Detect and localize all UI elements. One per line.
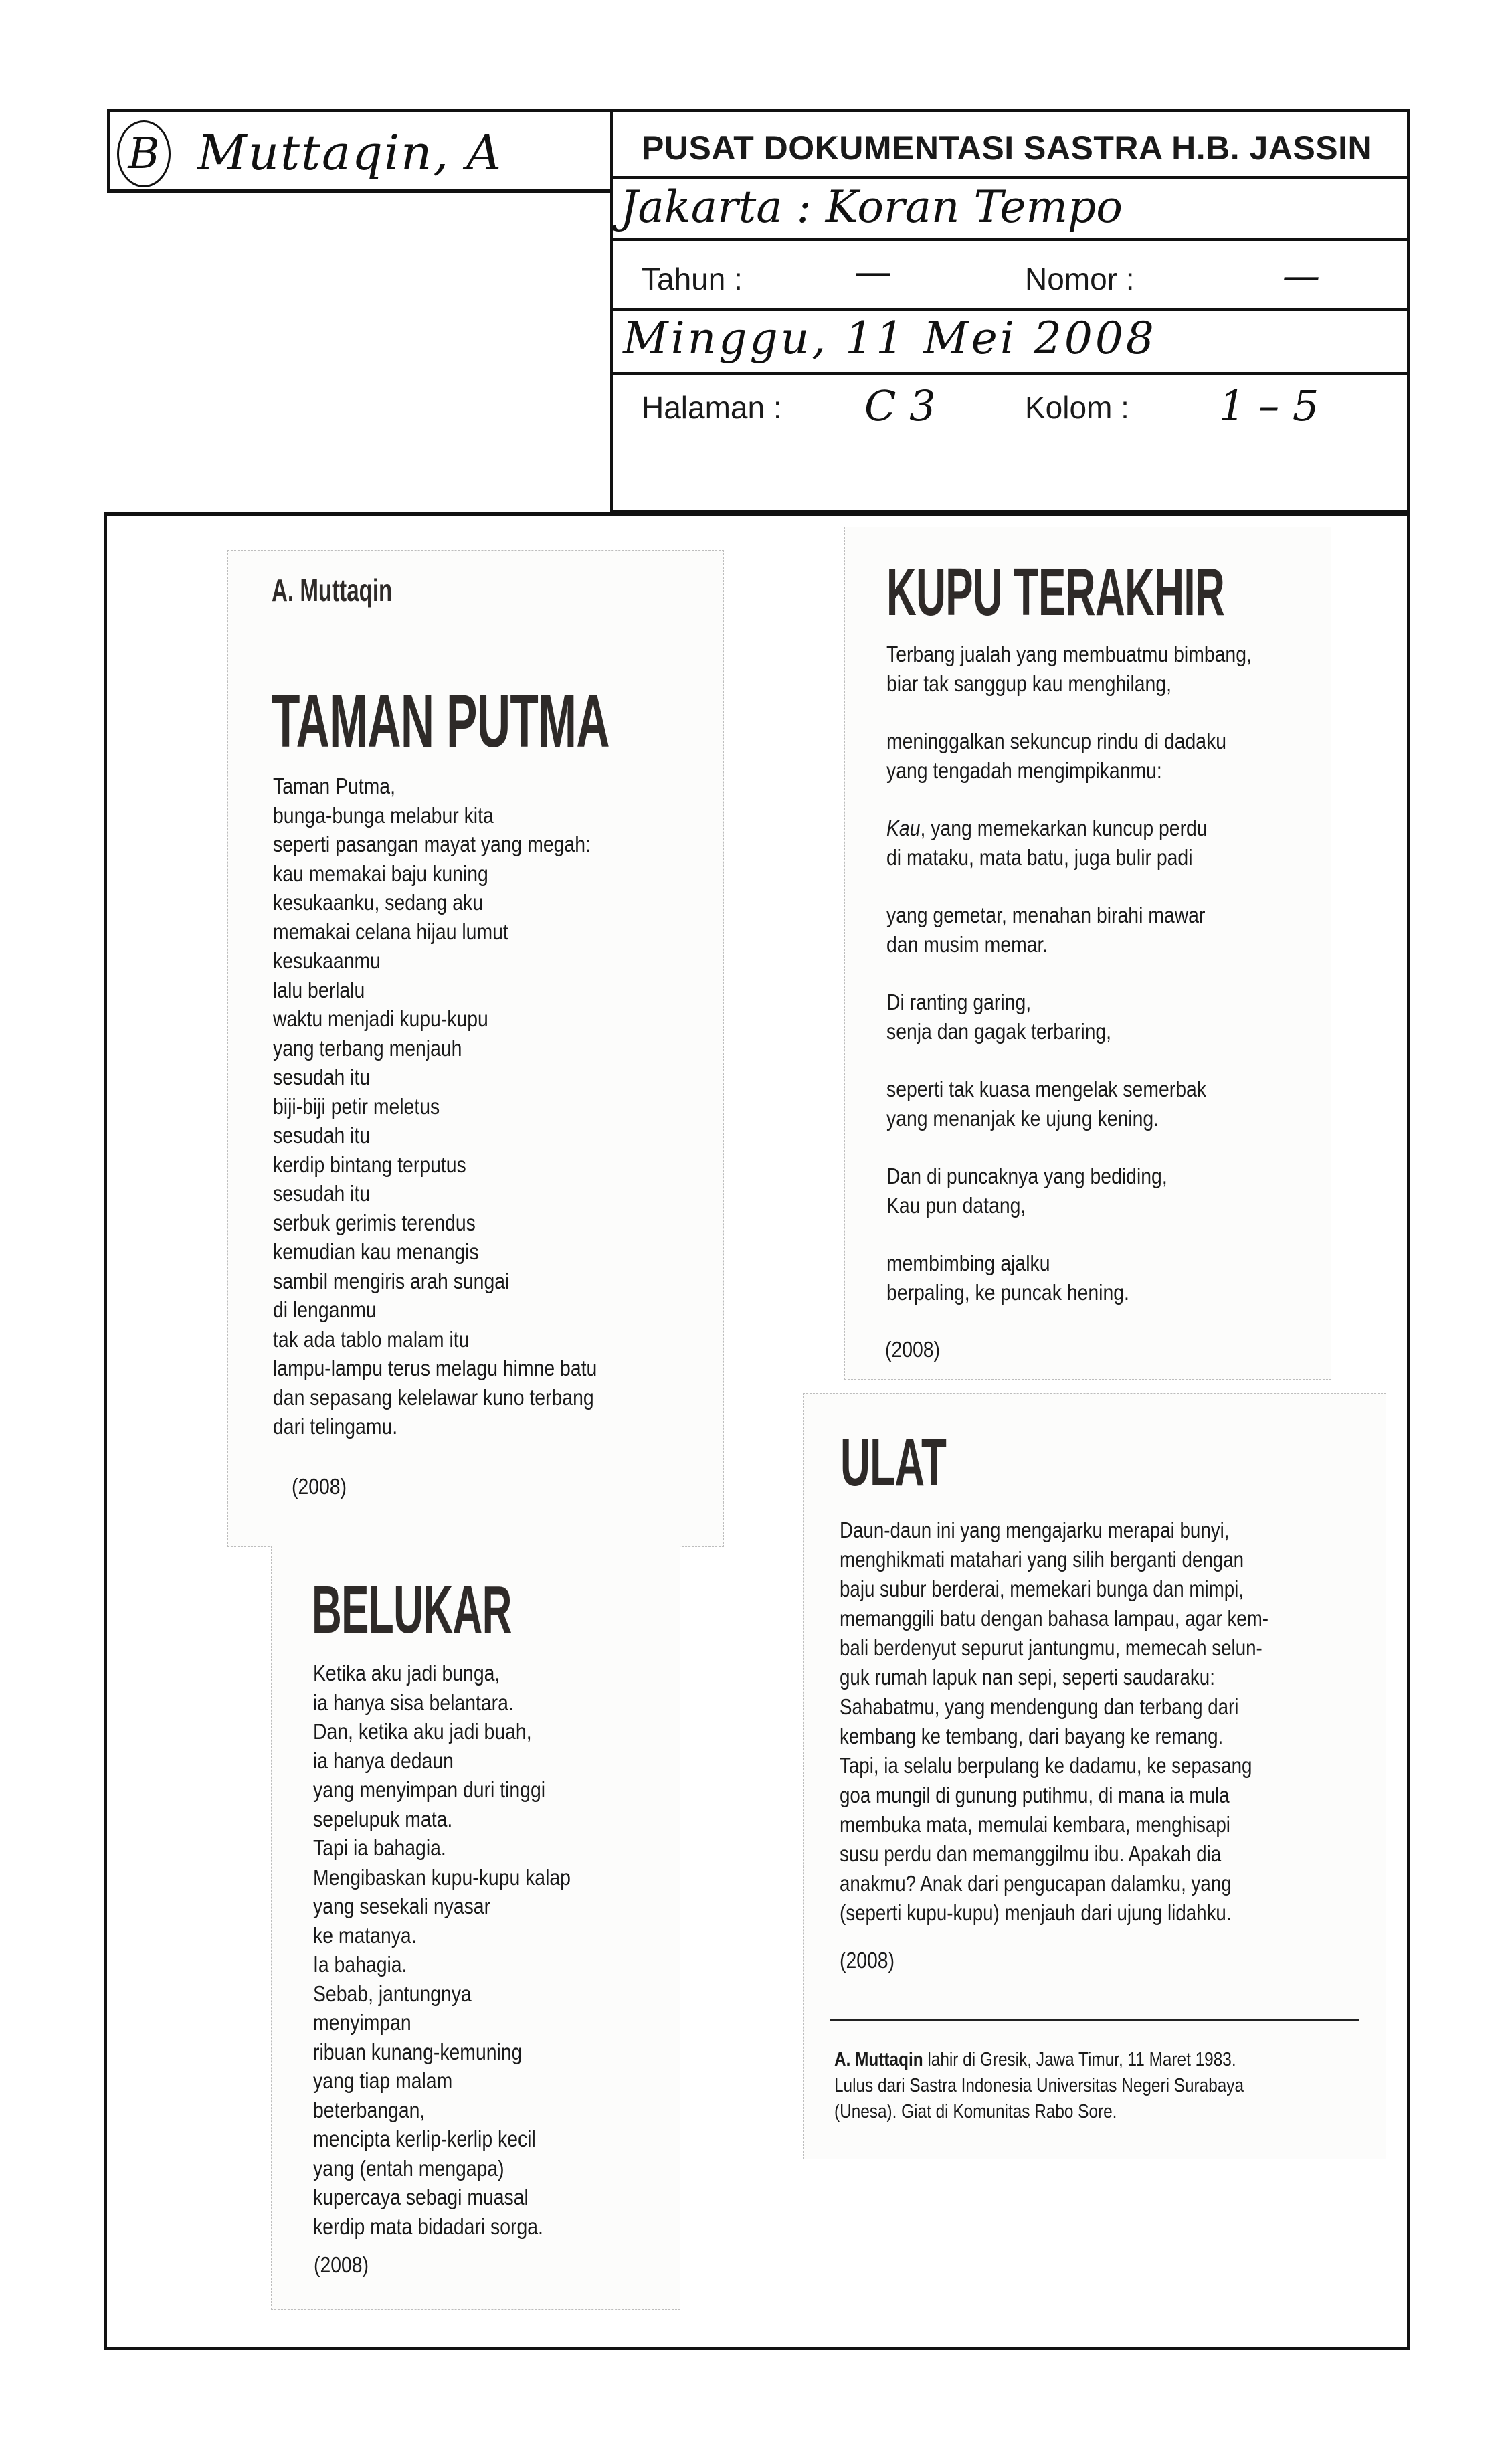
poem-line: kupercaya sebagi muasal — [313, 2185, 529, 2209]
poem-line: dari telingamu. — [273, 1414, 398, 1439]
poem-line: Mengibaskan kupu-kupu kalap — [313, 1864, 571, 1890]
institution-name: PUSAT DOKUMENTASI SASTRA H.B. JASSIN — [642, 129, 1373, 167]
poem-body — [273, 771, 650, 1441]
poem-line: senja dan gagak terbaring, — [886, 1018, 1112, 1044]
poem-year: (2008) — [885, 1337, 941, 1362]
nomor-value: — — [1283, 254, 1320, 298]
poem-line: goa mungil di gunung putihmu, di mana ia mula — [840, 1783, 1230, 1807]
poem-body — [840, 1516, 1350, 1928]
poem-line: mencipta kerlip-kerlip kecil — [313, 2126, 536, 2151]
poem-line: tak ada tablo malam itu — [273, 1326, 470, 1352]
poem-title: TAMAN PUTMA — [272, 679, 609, 763]
poem-line: bunga-bunga melabur kita — [273, 802, 494, 828]
poem-line-italic: Kau — [886, 816, 921, 840]
poem-line: Sebab, jantungnya — [313, 1981, 472, 2006]
poem-line: yang gemetar, menahan birahi mawar — [886, 903, 1206, 927]
source-row — [613, 179, 1407, 241]
kolom-label: Kolom : — [1025, 390, 1129, 425]
poem-line: yang sesekali nyasar — [313, 1894, 491, 1918]
bio-name: A. Muttaqin — [834, 2049, 923, 2070]
poem-line: seperti pasangan mayat yang megah: — [273, 832, 591, 856]
poem-line: sesudah itu — [273, 1181, 371, 1206]
poem-line — [886, 814, 1252, 843]
poem-line: kerdip bintang terputus — [273, 1152, 466, 1177]
poem-line: di lenganmu — [273, 1297, 377, 1322]
poem-body — [886, 640, 1311, 1307]
stanza-gap — [886, 872, 1252, 901]
poem-line: sepelupuk mata. — [313, 1806, 453, 1831]
handwritten-source: Jakarta : Koran Tempo — [620, 181, 1123, 233]
poem-line: Ia bahagia. — [313, 1952, 407, 1977]
poem-line: menyimpan — [313, 2010, 411, 2035]
poem-line: Daun-daun ini yang mengajarku merapai bunyi, — [840, 1518, 1230, 1542]
poem-line: waktu menjadi kupu-kupu — [273, 1006, 488, 1031]
poem-line: membimbing ajalku — [886, 1251, 1050, 1275]
poem-line: sesudah itu — [273, 1065, 371, 1089]
poem-line: Terbang jualah yang membuatmu bimbang, — [886, 642, 1252, 666]
poem-title: KUPU TERAKHIR — [886, 555, 1225, 630]
poem-line: kesukaanku, sedang aku — [273, 890, 483, 915]
poem-line: seperti tak kuasa mengelak semerbak — [886, 1077, 1206, 1101]
poem-line: berpaling, ke puncak hening. — [886, 1279, 1129, 1305]
poem-line: ia hanya dedaun — [313, 1748, 454, 1773]
poem-line: meninggalkan sekuncup rindu di dadaku — [886, 729, 1227, 753]
handwritten-date: Minggu, 11 Mei 2008 — [623, 312, 1157, 364]
bio-line-3: (Unesa). Giat di Komunitas Rabo Sore. — [834, 2101, 1117, 2122]
tahun-nomor-row — [613, 241, 1407, 311]
poem-line: ke matanya. — [313, 1922, 417, 1948]
stanza-gap — [886, 785, 1252, 814]
poem-line: kau memakai baju kuning — [273, 860, 488, 886]
poem-line: yang terbang menjauh — [273, 1035, 462, 1061]
poem-body — [313, 1659, 613, 2241]
poem-year: (2008) — [314, 2252, 369, 2277]
poem-line: kemudian kau menangis — [273, 1239, 479, 1264]
stanza-gap — [886, 1133, 1252, 1162]
poem-line: kembang ke tembang, dari bayang ke remang. — [840, 1724, 1224, 1748]
handwritten-author-name: Muttaqin, A — [197, 124, 503, 181]
poem-title: ULAT — [840, 1425, 947, 1500]
poem-line: Tapi, ia selalu berpulang ke dadamu, ke sepasang — [840, 1753, 1252, 1778]
clipping-belukar — [271, 1546, 680, 2310]
poem-line: sesudah itu — [273, 1123, 371, 1148]
poem-line: baju subur berderai, memekari bunga dan mimpi, — [840, 1576, 1244, 1601]
poem-line: anakmu? Anak dari pengucapan dalamku, yang — [840, 1871, 1232, 1896]
poem-line: biar tak sanggup kau menghilang, — [886, 670, 1171, 696]
poem-line: membuka mata, memulai kembara, menghisapi — [840, 1812, 1230, 1837]
poem-line: yang (entah mengapa) — [313, 2155, 504, 2181]
poem-line: guk rumah lapuk nan sepi, seperti saudaraku: — [840, 1665, 1215, 1690]
poem-line: memakai celana hijau lumut — [273, 919, 508, 944]
poem-line: lampu-lampu terus melagu himne batu — [273, 1356, 597, 1380]
poem-line: dan sepasang kelelawar kuno terbang — [273, 1384, 594, 1410]
date-row — [613, 311, 1407, 375]
poem-line: Tapi ia bahagia. — [313, 1835, 446, 1860]
poem-line: kesukaanmu — [273, 948, 381, 973]
poem-line: yang tengadah mengimpikanmu: — [886, 757, 1162, 783]
tahun-value: — — [854, 250, 892, 294]
poem-title: BELUKAR — [312, 1572, 512, 1647]
poem-line: memanggili batu dengan bahasa lampau, agar kem- — [840, 1606, 1269, 1631]
poet-byline: A. Muttaqin — [272, 573, 393, 608]
halaman-kolom-row — [613, 375, 1407, 513]
poem-line: ribuan kunang-kemuning — [313, 2039, 523, 2064]
stanza-gap — [886, 698, 1252, 727]
stanza-gap — [886, 959, 1252, 988]
author-bio — [834, 2047, 1322, 2125]
documentation-info-table — [610, 109, 1410, 513]
poem-line: sambil mengiris arah sungai — [273, 1268, 510, 1293]
poem-line: Di ranting garing, — [886, 990, 1032, 1014]
poem-line: Dan, ketika aku jadi buah, — [313, 1719, 532, 1744]
poem-line: di mataku, mata batu, juga bulir padi — [886, 844, 1193, 870]
poem-line: kerdip mata bidadari sorga. — [313, 2213, 543, 2239]
bio-divider — [830, 2019, 1359, 2021]
tahun-label: Tahun : — [642, 262, 743, 296]
poem-line: beterbangan, — [313, 2097, 426, 2122]
halaman-value: C 3 — [864, 381, 936, 430]
poem-line: serbuk gerimis terendus — [273, 1210, 476, 1235]
institution-row — [613, 112, 1407, 179]
bio-line-2: Lulus dari Sastra Indonesia Universitas Negeri Surabaya — [834, 2075, 1244, 2096]
stanza-gap — [886, 1220, 1252, 1249]
poem-line: ia hanya sisa belantara. — [313, 1690, 514, 1715]
poem-line: Dan di puncaknya yang bediding, — [886, 1164, 1167, 1188]
clipping-ulat — [803, 1393, 1386, 2159]
nomor-label: Nomor : — [1025, 262, 1135, 296]
poem-line: lalu berlalu — [273, 977, 365, 1002]
poem-line: susu perdu dan memanggilmu ibu. Apakah dia — [840, 1841, 1222, 1866]
poem-line: menghikmati matahari yang silih berganti dengan — [840, 1547, 1244, 1572]
poem-line: dan musim memar. — [886, 931, 1048, 957]
bio-line-1: lahir di Gresik, Jawa Timur, 11 Maret 1983. — [923, 2049, 1236, 2070]
poem-line: yang tiap malam — [313, 2068, 453, 2093]
poem-line: Taman Putma, — [273, 774, 395, 798]
poem-line: Ketika aku jadi bunga, — [313, 1661, 500, 1686]
poem-line: biji-biji petir meletus — [273, 1093, 440, 1119]
clipping-taman-putma — [227, 550, 724, 1547]
halaman-label: Halaman : — [642, 390, 782, 425]
clipping-kupu-terakhir — [844, 527, 1331, 1380]
poem-line: Sahabatmu, yang mendengung dan terbang dari — [840, 1694, 1239, 1719]
poem-line: bali berdenyut sepurut jantungmu, memecah selun- — [840, 1635, 1262, 1660]
poem-line: yang menanjak ke ujung kening. — [886, 1105, 1159, 1131]
poem-line-rest: , yang memekarkan kuncup perdu — [920, 816, 1208, 840]
author-label-box — [107, 109, 610, 193]
stanza-gap — [886, 1046, 1252, 1075]
kolom-value: 1 – 5 — [1219, 381, 1319, 430]
poem-line: (seperti kupu-kupu) menjauh dari ujung lidahku. — [840, 1900, 1232, 1925]
poem-year: (2008) — [292, 1474, 347, 1499]
poem-line: Kau pun datang, — [886, 1192, 1026, 1218]
poem-year: (2008) — [840, 1948, 895, 1973]
poem-line: yang menyimpan duri tinggi — [313, 1777, 546, 1802]
circled-letter-mark: B — [117, 120, 171, 187]
